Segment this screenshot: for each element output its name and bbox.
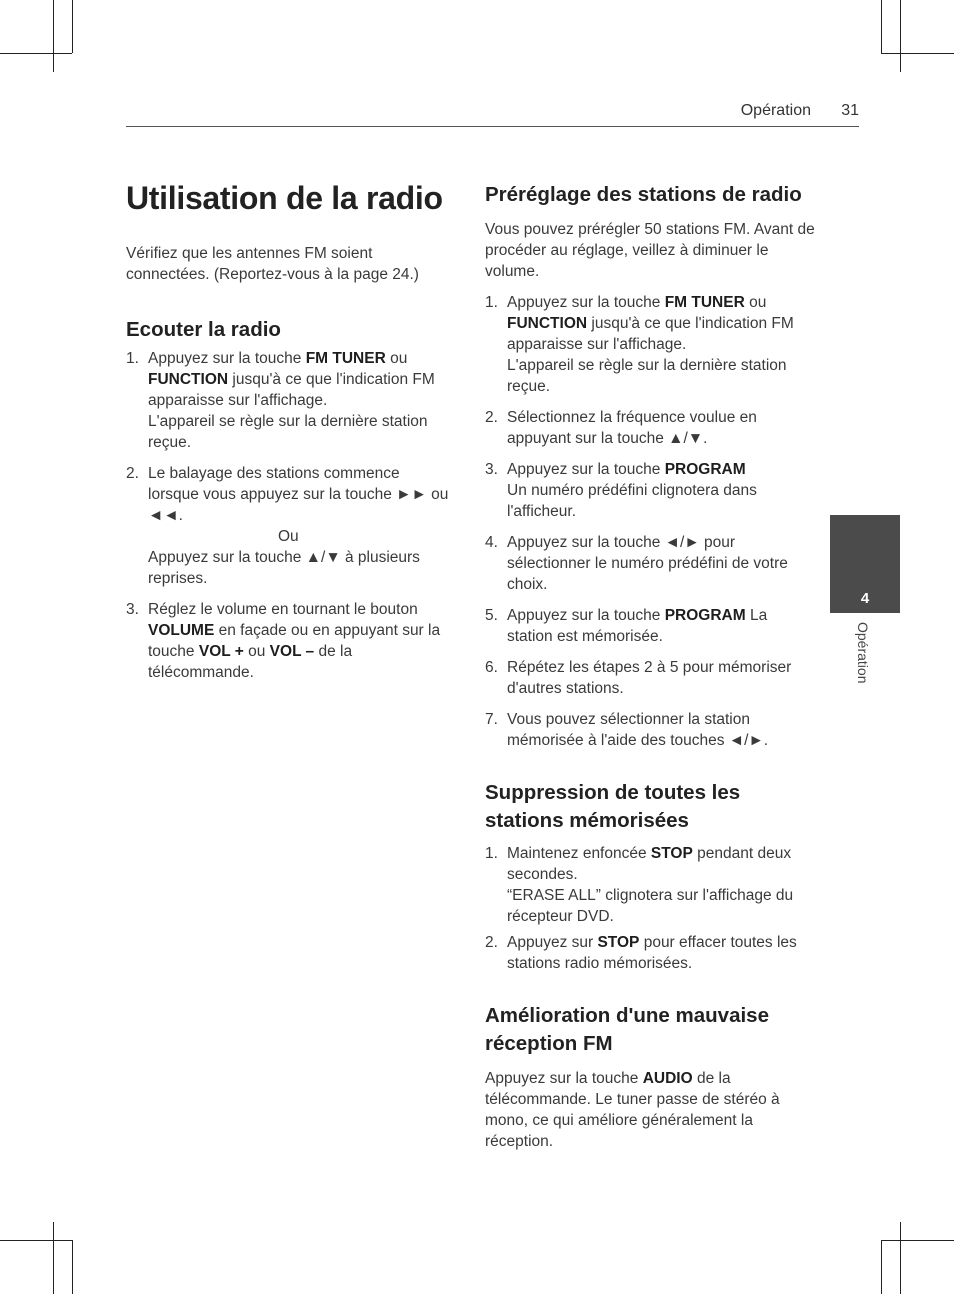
prereglage-steps	[485, 292, 815, 751]
list-item: 2. Sélectionnez la fréquence voulue en appuyant sur la touche ▲/▼.	[485, 409, 757, 447]
list-item: 1. Maintenez enfoncée STOP pendant deux secondes. “ERASE ALL” clignotera sur l'affichage du récepteur DVD.	[485, 845, 794, 925]
page-title: Utilisation de la radio	[126, 180, 443, 216]
crop-mark	[72, 1240, 73, 1294]
list-item: 1. Appuyez sur la touche FM TUNER ou FUNCTION jusqu'à ce que l'indication FM apparaisse sur l'affichage. L'appareil se règle sur la dernière station reçue.	[126, 350, 435, 451]
list-item: 2. Appuyez sur STOP pour effacer toutes les stations radio mémorisées.	[485, 934, 797, 972]
crop-mark	[0, 53, 72, 54]
crop-mark	[900, 0, 901, 72]
crop-mark	[72, 0, 73, 53]
list-item: 3. Réglez le volume en tournant le bouton VOLUME en façade ou en appuyant sur la touche VOL + ou VOL – de la télécommande.	[126, 601, 441, 681]
list-item: 7. Vous pouvez sélectionner la station mémorisée à l'aide des touches ◄/►.	[485, 711, 769, 749]
crop-mark	[900, 1222, 901, 1294]
list-item: 1. Appuyez sur la touche FM TUNER ou FUNCTION jusqu'à ce que l'indication FM apparaisse sur l'affichage. L'appareil se règle sur la dernière station reçue.	[485, 294, 794, 395]
chapter-number: 4	[860, 590, 870, 607]
amelioration-text: Appuyez sur la touche AUDIO de la télécommande. Le tuner passe de stéréo à mono, ce qui améliore généralement la réception.	[485, 1070, 780, 1150]
page-number: 31	[841, 102, 859, 119]
crop-mark	[53, 0, 54, 72]
chapter-tab	[830, 515, 900, 613]
chapter-label: Opération	[855, 622, 871, 684]
ecouter-steps	[126, 348, 451, 683]
header-section: Opération	[740, 102, 811, 119]
crop-mark	[881, 1240, 882, 1294]
list-item: 4. Appuyez sur la touche ◄/► pour sélectionner le numéro prédéfini de votre choix.	[485, 534, 788, 593]
heading-amelioration: Amélioration d'une mauvaise réception FM	[485, 1004, 769, 1055]
crop-mark	[881, 53, 954, 54]
ou-separator: Ou	[278, 528, 299, 545]
crop-mark	[881, 0, 882, 53]
suppression-steps	[485, 843, 815, 974]
heading-suppression: Suppression de toutes les stations mémorisées	[485, 781, 741, 832]
crop-mark	[53, 1222, 54, 1294]
prereglage-intro: Vous pouvez prérégler 50 stations FM. Avant de procéder au réglage, veillez à diminuer le volume.	[485, 221, 815, 280]
running-header	[126, 100, 859, 127]
heading-prereglage: Préréglage des stations de radio	[485, 183, 802, 206]
crop-mark	[881, 1240, 954, 1241]
left-column	[126, 243, 451, 683]
list-item: 3. Appuyez sur la touche PROGRAM Un numéro prédéfini clignotera dans l'afficheur.	[485, 461, 757, 520]
intro-text: Vérifiez que les antennes FM soient connectées. (Reportez-vous à la page 24.)	[126, 245, 419, 283]
heading-ecouter: Ecouter la radio	[126, 318, 281, 341]
crop-mark	[0, 1240, 72, 1241]
right-column	[485, 181, 815, 1152]
list-item: 2. Le balayage des stations commence lorsque vous appuyez sur la touche ►► ou ◄◄. Ou Appuyez sur la touche ▲/▼ à plusieurs reprises.	[126, 463, 451, 589]
list-item: 5. Appuyez sur la touche PROGRAM La station est mémorisée.	[485, 607, 768, 645]
list-item: 6. Répétez les étapes 2 à 5 pour mémoriser d'autres stations.	[485, 659, 792, 697]
